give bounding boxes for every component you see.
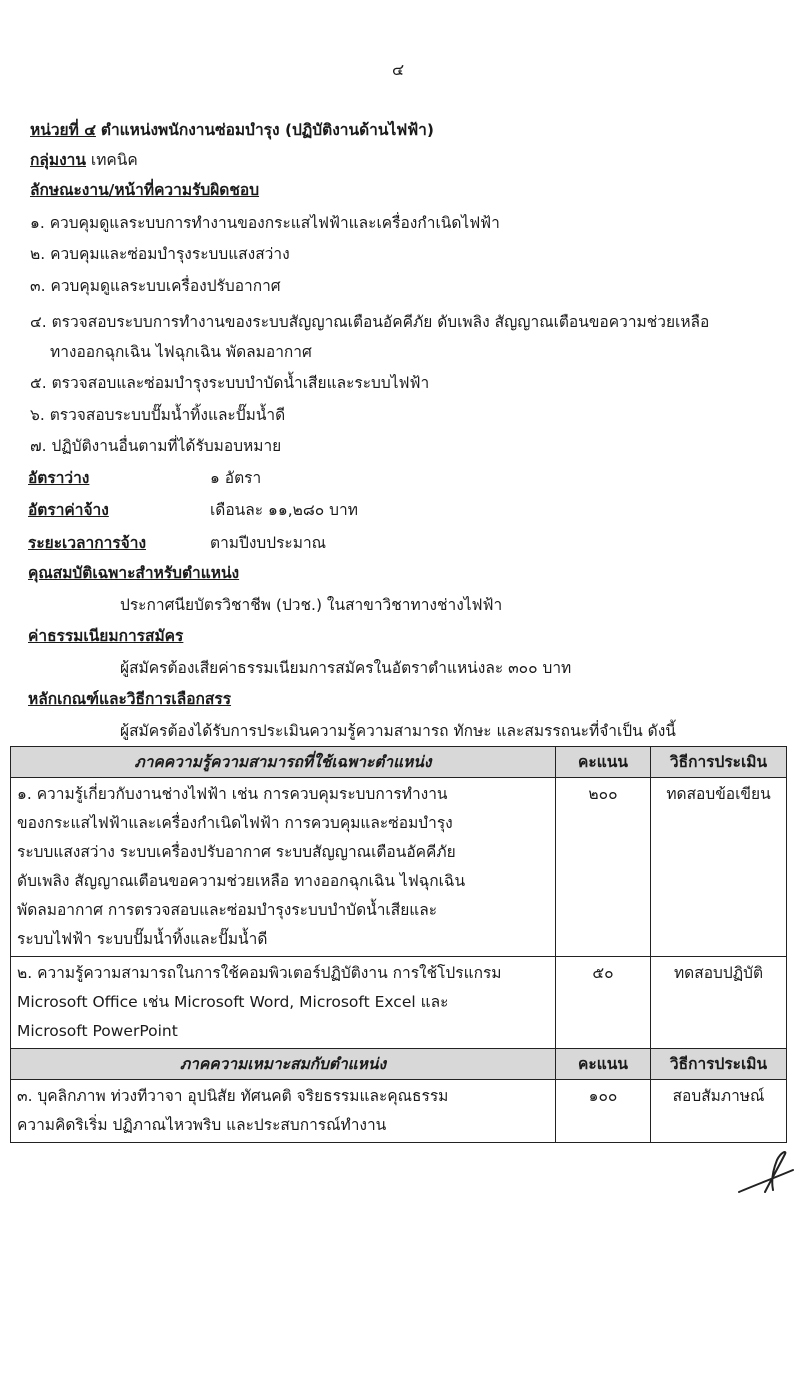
duty-item: ๑. ควบคุมดูแลระบบการทำงานของกระแสไฟฟ้าและเครื่องกำเนิดไฟฟ้า	[30, 214, 500, 232]
criterion-method: ทดสอบปฏิบัติ	[651, 957, 787, 1049]
duty-item-continued: ทางออกฉุกเฉิน ไฟฉุกเฉิน พัดลมอากาศ	[50, 343, 312, 361]
group-label: กลุ่มงาน	[30, 151, 86, 169]
duty-item: ๒. ควบคุมและซ่อมบำรุงระบบแสงสว่าง	[30, 245, 290, 263]
criterion-line: ๑. ความรู้เกี่ยวกับงานช่างไฟฟ้า เช่น การควบคุมระบบการทำงาน	[17, 785, 448, 803]
unit-label: หน่วยที่ ๔	[30, 121, 96, 139]
score-header: คะแนน	[556, 1049, 651, 1080]
qualification-label: คุณสมบัติเฉพาะสำหรับตำแหน่ง	[28, 564, 240, 582]
salary-value: เดือนละ ๑๑,๒๘๐ บาท	[210, 501, 358, 519]
salary-label: อัตราค่าจ้าง	[28, 501, 109, 519]
assessment-table	[10, 746, 787, 1143]
unit-heading	[30, 120, 434, 140]
duties-heading: ลักษณะงาน/หน้าที่ความรับผิดชอบ	[30, 181, 260, 199]
criterion-line: ของกระแสไฟฟ้าและเครื่องกำเนิดไฟฟ้า การควบคุมและซ่อมบำรุง	[17, 814, 453, 832]
criterion-line: ดับเพลิง สัญญาณเตือนขอความช่วยเหลือ ทางออกฉุกเฉิน ไฟฉุกเฉิน	[17, 872, 466, 890]
criterion-description	[11, 778, 556, 957]
criterion-method: สอบสัมภาษณ์	[651, 1080, 787, 1143]
table-row	[11, 957, 787, 1049]
criterion-method: ทดสอบข้อเขียน	[651, 778, 787, 957]
vacancy-label: อัตราว่าง	[28, 469, 90, 487]
criterion-line: ๒. ความรู้ความสามารถในการใช้คอมพิวเตอร์ปฏิบัติงาน การใช้โปรแกรม	[17, 964, 502, 982]
score-header: คะแนน	[556, 747, 651, 778]
criterion-line: Microsoft Office เช่น Microsoft Word, Microsoft Excel และ	[17, 993, 449, 1011]
unit-title: ตำแหน่งพนักงานซ่อมบำรุง (ปฏิบัติงานด้านไฟฟ้า)	[100, 121, 434, 139]
table-row	[11, 1080, 787, 1143]
criterion-line: ความคิดริเริ่ม ปฏิภาณไหวพริบ และประสบการณ์ทำงาน	[17, 1116, 387, 1134]
fee-label: ค่าธรรมเนียมการสมัคร	[28, 627, 184, 645]
criterion-description	[11, 1080, 556, 1143]
criterion-score: ๒๐๐	[556, 778, 651, 957]
section2-header: ภาคความเหมาะสมกับตำแหน่ง	[11, 1049, 556, 1080]
vacancy-value: ๑ อัตรา	[210, 469, 262, 487]
signature-mark	[735, 1140, 797, 1202]
group-line	[30, 150, 138, 170]
criterion-line: ระบบแสงสว่าง ระบบเครื่องปรับอากาศ ระบบสัญญาณเตือนอัคคีภัย	[17, 843, 456, 861]
table-row	[11, 778, 787, 957]
criteria-label: หลักเกณฑ์และวิธีการเลือกสรร	[28, 690, 232, 708]
criterion-line: ๓. บุคลิกภาพ ท่วงทีวาจา อุปนิสัย ทัศนคติ จริยธรรมและคุณธรรม	[17, 1087, 449, 1105]
criterion-score: ๑๐๐	[556, 1080, 651, 1143]
qualification-text: ประกาศนียบัตรวิชาชีพ (ปวช.) ในสาขาวิชาทางช่างไฟฟ้า	[120, 596, 503, 614]
duty-item: ๔. ตรวจสอบระบบการทำงานของระบบสัญญาณเตือนอัคคีภัย ดับเพลิง สัญญาณเตือนขอความช่วยเหลือ	[30, 313, 710, 331]
period-label: ระยะเวลาการจ้าง	[28, 534, 147, 552]
criteria-text: ผู้สมัครต้องได้รับการประเมินความรู้ความสามารถ ทักษะ และสมรรถนะที่จำเป็น ดังนี้	[120, 722, 676, 740]
duty-item: ๕. ตรวจสอบและซ่อมบำรุงระบบบำบัดน้ำเสียและระบบไฟฟ้า	[30, 374, 430, 392]
duty-item: ๓. ควบคุมดูแลระบบเครื่องปรับอากาศ	[30, 277, 281, 295]
table-header-row	[11, 747, 787, 778]
criterion-score: ๕๐	[556, 957, 651, 1049]
method-header: วิธีการประเมิน	[651, 1049, 787, 1080]
table-header-row	[11, 1049, 787, 1080]
criterion-description	[11, 957, 556, 1049]
section1-header: ภาคความรู้ความสามารถที่ใช้เฉพาะตำแหน่ง	[11, 747, 556, 778]
fee-text: ผู้สมัครต้องเสียค่าธรรมเนียมการสมัครในอัตราตำแหน่งละ ๓๐๐ บาท	[120, 659, 572, 677]
duty-item: ๖. ตรวจสอบระบบปั๊มน้ำทิ้งและปั๊มน้ำดี	[30, 406, 286, 424]
group-value: เทคนิค	[90, 151, 138, 169]
criterion-line: พัดลมอากาศ การตรวจสอบและซ่อมบำรุงระบบบำบัดน้ำเสียและ	[17, 901, 438, 919]
duty-item: ๗. ปฏิบัติงานอื่นตามที่ได้รับมอบหมาย	[30, 437, 282, 455]
criterion-line: ระบบไฟฟ้า ระบบปั๊มน้ำทิ้งและปั๊มน้ำดี	[17, 930, 268, 948]
period-value: ตามปีงบประมาณ	[210, 534, 327, 552]
criterion-line: Microsoft PowerPoint	[17, 1022, 178, 1040]
method-header: วิธีการประเมิน	[651, 747, 787, 778]
page-number: ๔	[392, 60, 405, 79]
